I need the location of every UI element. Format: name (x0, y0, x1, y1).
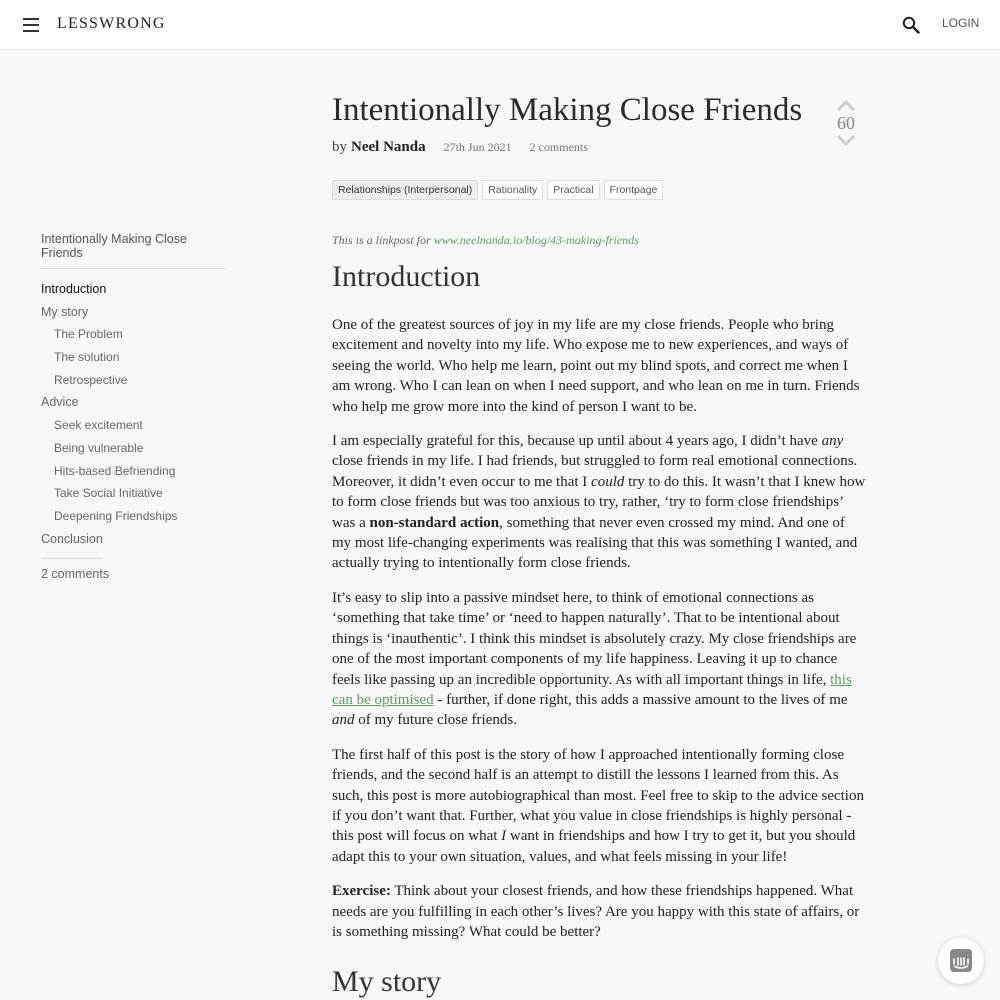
login-button[interactable]: LOGIN (942, 16, 980, 30)
toc-item-the-problem[interactable]: The Problem (54, 327, 123, 342)
post-body (332, 315, 867, 956)
toc-item-my-story[interactable]: My story (41, 304, 89, 319)
paragraph: I am especially grateful for this, because up until about 4 years ago, I didn’t have any close friends in my life. I had friends, but struggled to form real emotional connections. Moreover, it didn’t even occur to me that I could try to do this. It wasn’t that I knew how to form close friends but was too anxious to try, rather, ‘try to form close friendships’ was a non-standard action, something that never even crossed my mind. And one of my most life-changing experiments was realising that this was something I wanted, and actually trying to intentionally form close friends. (332, 433, 866, 572)
menu-icon[interactable] (23, 18, 39, 32)
toc-item-the-solution[interactable]: The solution (54, 350, 120, 365)
toc-comments-link[interactable]: 2 comments (41, 567, 110, 582)
search-icon[interactable] (902, 16, 920, 34)
tag-frontpage[interactable]: Frontpage (604, 180, 664, 200)
optimised-link[interactable]: this can be optimised (332, 671, 852, 708)
exercise-paragraph: Exercise: Think about your closest friends, and how these friendships happened. What needs are you fulfilling in each other’s lives? Are you happy with this state of affairs, or is something missing? What could be better? (332, 883, 860, 940)
heading-my-story: My story (332, 965, 442, 998)
karma-score: 60 (837, 113, 855, 133)
toc-item-hits-based-befriending[interactable]: Hits-based Befriending (54, 463, 176, 478)
toc-item-take-social-initiative[interactable]: Take Social Initiative (54, 486, 163, 501)
top-bar (0, 0, 1000, 50)
paragraph: One of the greatest sources of joy in my life are my close friends. People who bring excitement and novelty into my life. Who expose me to new experiences, and ways of seeing the world. Who help me learn, point out my blind spots, and correct me when I am wrong. Who I can lean on when I need support, and who lean on me in turn. Friends who help me grow more into the kind of person I want to be. (332, 317, 860, 415)
paragraph: It’s easy to slip into a passive mindset here, to think of emotional connections as ‘something that take time’ or ‘need to happen naturally’. That to be intentional about things is ‘inauthentic’. I think this mindset is absolutely crazy. My close friendships are one of the most important components of my life happiness. Leaving it up to chance feels like passing up an incredible opportunity. As with all important things in life, this can be optimised - further, if done right, this adds a massive amount to the lives of me and of my future close friends. (332, 589, 857, 729)
toc-item-seek-excitement[interactable]: Seek excitement (54, 418, 143, 433)
tag-relationships[interactable]: Relationships (Interpersonal) (332, 180, 478, 200)
tag-rationality[interactable]: Rationality (482, 180, 543, 200)
paragraph: The first half of this post is the story of how I approached intentionally forming close friends, and the second half is an attempt to distill the lessons I learned from this. As such, this post is more autobiographical than most. Feel free to skip to the advice section if you don’t want that. Further, what you value in close friendships is highly personal - this post will focus on what I want in friendships and how I try to get it, but you should adapt this to your own situation, values, and what feels missing in your life! (332, 746, 864, 865)
linkpost-url[interactable]: www.neelnanda.io/blog/43-making-friends (433, 233, 639, 247)
downvote-icon[interactable] (836, 134, 856, 146)
vote-widget (828, 100, 864, 146)
upvote-icon[interactable] (836, 100, 856, 112)
post-date: 27th Jun 2021 (443, 140, 512, 154)
table-of-contents (41, 232, 226, 581)
toc-item-being-vulnerable[interactable]: Being vulnerable (54, 440, 144, 455)
linkpost-notice (332, 233, 639, 248)
toc-item-advice[interactable]: Advice (41, 395, 79, 410)
by-label: by (332, 139, 347, 155)
toc-item-deepening-friendships[interactable]: Deepening Friendships (54, 508, 178, 523)
toc-item-retrospective[interactable]: Retrospective (54, 372, 128, 387)
intercom-chat-button[interactable] (938, 938, 984, 984)
comments-count-link[interactable]: 2 comments (529, 140, 588, 154)
toc-divider (41, 558, 103, 559)
linkpost-prefix: This is a linkpost for (332, 233, 431, 247)
tag-practical[interactable]: Practical (547, 180, 599, 200)
toc-item-introduction[interactable]: Introduction (41, 282, 107, 296)
site-logo[interactable]: LESSWRONG (57, 15, 166, 32)
author-link[interactable]: Neel Nanda (351, 139, 426, 155)
byline (332, 138, 588, 156)
heading-introduction: Introduction (332, 260, 481, 293)
toc-title[interactable]: Intentionally Making Close Friends (41, 232, 226, 269)
tag-list (332, 180, 663, 200)
post-title: Intentionally Making Close Friends (332, 92, 803, 128)
toc-item-conclusion[interactable]: Conclusion (41, 531, 103, 546)
chat-icon (938, 938, 984, 984)
